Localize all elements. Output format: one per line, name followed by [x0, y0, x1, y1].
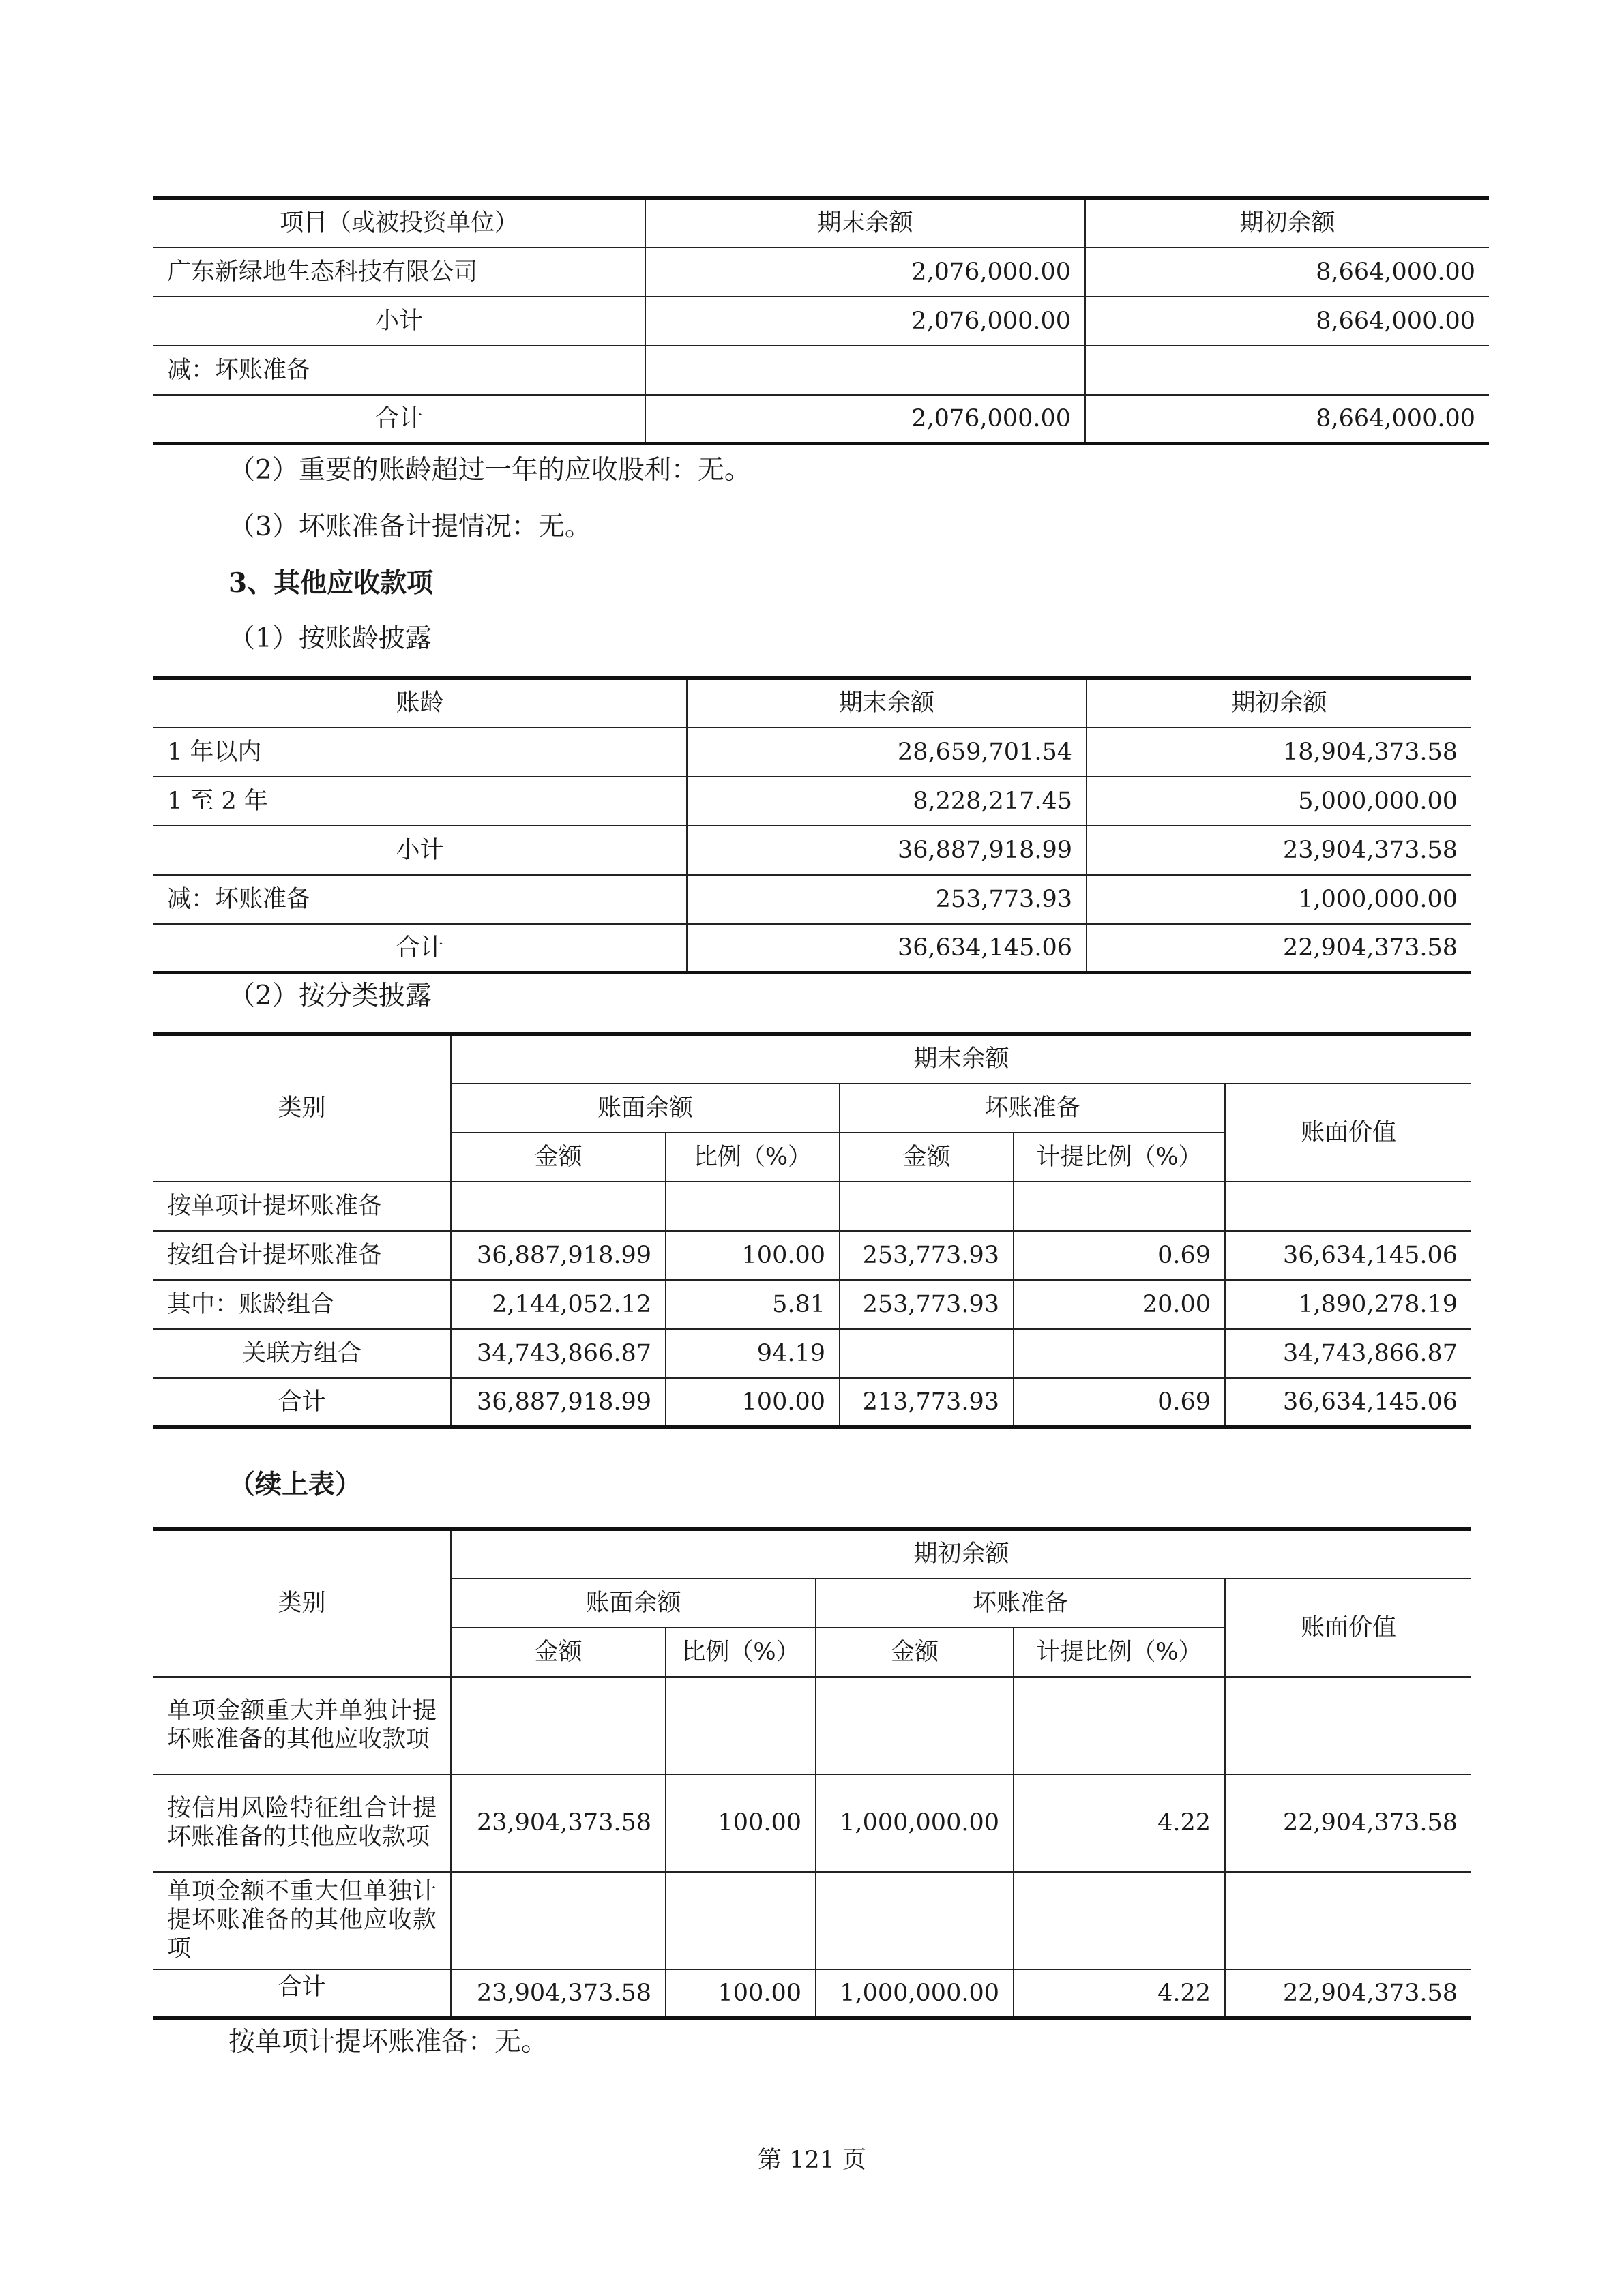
row-ratio: 100.00	[666, 1378, 840, 1427]
row-book-value	[1225, 1677, 1471, 1774]
row-book-value	[1225, 1182, 1471, 1231]
table-row	[153, 924, 1471, 973]
row-end: 2,076,000.00	[645, 395, 1085, 444]
row-category: 单项金额重大并单独计提坏账准备的其他应收款项	[153, 1677, 451, 1774]
row-provision-ratio: 20.00	[1014, 1280, 1225, 1329]
subheading-aging: （1）按账龄披露	[228, 623, 432, 654]
category-table-begin	[153, 1527, 1471, 2020]
row-amount	[451, 1182, 666, 1231]
table-header-row	[153, 1530, 1471, 1579]
header-book-balance: 账面余额	[451, 1579, 816, 1628]
row-category: 合计	[153, 1969, 451, 2018]
row-provision-ratio	[1014, 1329, 1225, 1378]
row-provision-ratio: 0.69	[1014, 1231, 1225, 1280]
row-begin: 5,000,000.00	[1087, 777, 1471, 826]
header-bad-debt-amount: 金额	[816, 1628, 1014, 1677]
row-begin: 8,664,000.00	[1085, 248, 1489, 297]
table-header-row	[153, 679, 1471, 728]
table-row	[153, 1774, 1471, 1872]
row-book-value: 22,904,373.58	[1225, 1969, 1471, 2018]
table-row	[153, 1329, 1471, 1378]
row-provision-ratio	[1014, 1872, 1225, 1969]
header-book-balance: 账面余额	[451, 1084, 840, 1133]
row-book-value: 36,634,145.06	[1225, 1231, 1471, 1280]
row-book-value: 1,890,278.19	[1225, 1280, 1471, 1329]
continued-heading: （续上表）	[228, 1469, 362, 1500]
row-category: 单项金额不重大但单独计提坏账准备的其他应收款项	[153, 1872, 451, 1969]
paragraph-bad-debt-status: （3）坏账准备计提情况：无。	[228, 511, 591, 542]
header-bad-debt-amount: 金额	[840, 1133, 1014, 1182]
header-category: 类别	[153, 1034, 451, 1182]
header-provision-ratio: 计提比例（%）	[1014, 1628, 1225, 1677]
table-row	[153, 1280, 1471, 1329]
table-row	[153, 395, 1489, 444]
header-category: 类别	[153, 1530, 451, 1677]
dividend-table	[153, 196, 1489, 445]
row-provision-ratio: 0.69	[1014, 1378, 1225, 1427]
header-end-balance: 期末余额	[687, 679, 1087, 728]
row-end: 36,634,145.06	[687, 924, 1087, 973]
footer-prefix: 第	[757, 2147, 782, 2174]
row-amount	[451, 1677, 666, 1774]
table-row	[153, 248, 1489, 297]
row-end: 2,076,000.00	[645, 248, 1085, 297]
row-amount: 34,743,866.87	[451, 1329, 666, 1378]
table-row	[153, 1872, 1471, 1969]
header-end-balance: 期末余额	[645, 198, 1085, 248]
table-row	[153, 728, 1471, 777]
row-end: 28,659,701.54	[687, 728, 1087, 777]
table-row	[153, 826, 1471, 875]
row-bad-debt-amount: 253,773.93	[840, 1231, 1014, 1280]
closing-note: 按单项计提坏账准备：无。	[228, 2027, 548, 2057]
row-provision-ratio: 4.22	[1014, 1774, 1225, 1872]
row-begin: 23,904,373.58	[1087, 826, 1471, 875]
row-bad-debt-amount	[816, 1872, 1014, 1969]
category-table-end	[153, 1032, 1471, 1429]
row-book-value: 34,743,866.87	[1225, 1329, 1471, 1378]
row-bad-debt-amount: 1,000,000.00	[816, 1774, 1014, 1872]
table-row	[153, 1378, 1471, 1427]
row-item: 减：坏账准备	[153, 346, 645, 395]
row-ratio: 100.00	[666, 1774, 816, 1872]
row-provision-ratio: 4.22	[1014, 1969, 1225, 2018]
page-footer	[0, 2141, 1624, 2175]
row-item: 1 至 2 年	[153, 777, 687, 826]
paragraph-overdue-dividends: （2）重要的账龄超过一年的应收股利：无。	[228, 455, 751, 486]
row-end	[645, 346, 1085, 395]
row-item: 减：坏账准备	[153, 875, 687, 924]
footer-suffix: 页	[842, 2147, 867, 2174]
row-amount: 36,887,918.99	[451, 1378, 666, 1427]
row-end: 8,228,217.45	[687, 777, 1087, 826]
row-bad-debt-amount: 253,773.93	[840, 1280, 1014, 1329]
header-ratio: 比例（%）	[666, 1628, 816, 1677]
row-ratio: 100.00	[666, 1969, 816, 2018]
header-bad-debt: 坏账准备	[840, 1084, 1225, 1133]
table-row	[153, 1677, 1471, 1774]
header-amount: 金额	[451, 1628, 666, 1677]
row-end: 2,076,000.00	[645, 297, 1085, 346]
row-amount	[451, 1872, 666, 1969]
header-period: 期末余额	[451, 1034, 1471, 1084]
row-category: 按信用风险特征组合计提坏账准备的其他应收款项	[153, 1774, 451, 1872]
row-item: 广东新绿地生态科技有限公司	[153, 248, 645, 297]
table-row	[153, 777, 1471, 826]
row-amount: 23,904,373.58	[451, 1969, 666, 2018]
row-begin: 8,664,000.00	[1085, 297, 1489, 346]
row-begin: 8,664,000.00	[1085, 395, 1489, 444]
row-ratio: 94.19	[666, 1329, 840, 1378]
row-provision-ratio	[1014, 1182, 1225, 1231]
row-bad-debt-amount	[840, 1329, 1014, 1378]
row-item: 小计	[153, 297, 645, 346]
table-header-row	[153, 198, 1489, 248]
row-category: 按组合计提坏账准备	[153, 1231, 451, 1280]
row-book-value: 36,634,145.06	[1225, 1378, 1471, 1427]
table-header-row	[153, 1034, 1471, 1084]
header-book-value: 账面价值	[1225, 1579, 1471, 1677]
header-begin-balance: 期初余额	[1085, 198, 1489, 248]
table-row	[153, 1182, 1471, 1231]
section-heading-other-receivables: 3、其他应收款项	[228, 567, 434, 599]
row-item: 合计	[153, 924, 687, 973]
table-row	[153, 1969, 1471, 2018]
row-ratio	[666, 1182, 840, 1231]
row-ratio: 5.81	[666, 1280, 840, 1329]
header-aging: 账龄	[153, 679, 687, 728]
row-bad-debt-amount	[840, 1182, 1014, 1231]
row-begin	[1085, 346, 1489, 395]
row-category: 合计	[153, 1378, 451, 1427]
row-item: 合计	[153, 395, 645, 444]
row-item: 1 年以内	[153, 728, 687, 777]
row-category: 按单项计提坏账准备	[153, 1182, 451, 1231]
row-item: 小计	[153, 826, 687, 875]
row-begin: 18,904,373.58	[1087, 728, 1471, 777]
row-bad-debt-amount: 213,773.93	[840, 1378, 1014, 1427]
header-bad-debt: 坏账准备	[816, 1579, 1225, 1628]
header-period: 期初余额	[451, 1530, 1471, 1579]
row-begin: 22,904,373.58	[1087, 924, 1471, 973]
row-end: 253,773.93	[687, 875, 1087, 924]
table-row	[153, 297, 1489, 346]
table-row	[153, 875, 1471, 924]
row-begin: 1,000,000.00	[1087, 875, 1471, 924]
subheading-category: （2）按分类披露	[228, 981, 432, 1011]
row-book-value	[1225, 1872, 1471, 1969]
page-number: 121	[789, 2147, 835, 2174]
header-begin-balance: 期初余额	[1087, 679, 1471, 728]
table-row	[153, 346, 1489, 395]
header-book-value: 账面价值	[1225, 1084, 1471, 1182]
header-provision-ratio: 计提比例（%）	[1014, 1133, 1225, 1182]
row-amount: 23,904,373.58	[451, 1774, 666, 1872]
table-row	[153, 1231, 1471, 1280]
row-bad-debt-amount	[816, 1677, 1014, 1774]
header-ratio: 比例（%）	[666, 1133, 840, 1182]
row-amount: 36,887,918.99	[451, 1231, 666, 1280]
row-ratio	[666, 1677, 816, 1774]
aging-table	[153, 676, 1471, 974]
row-amount: 2,144,052.12	[451, 1280, 666, 1329]
row-category: 其中：账龄组合	[153, 1280, 451, 1329]
row-ratio	[666, 1872, 816, 1969]
row-bad-debt-amount: 1,000,000.00	[816, 1969, 1014, 2018]
row-ratio: 100.00	[666, 1231, 840, 1280]
row-end: 36,887,918.99	[687, 826, 1087, 875]
header-amount: 金额	[451, 1133, 666, 1182]
row-provision-ratio	[1014, 1677, 1225, 1774]
row-category: 关联方组合	[153, 1329, 451, 1378]
row-book-value: 22,904,373.58	[1225, 1774, 1471, 1872]
header-item: 项目（或被投资单位）	[153, 198, 645, 248]
